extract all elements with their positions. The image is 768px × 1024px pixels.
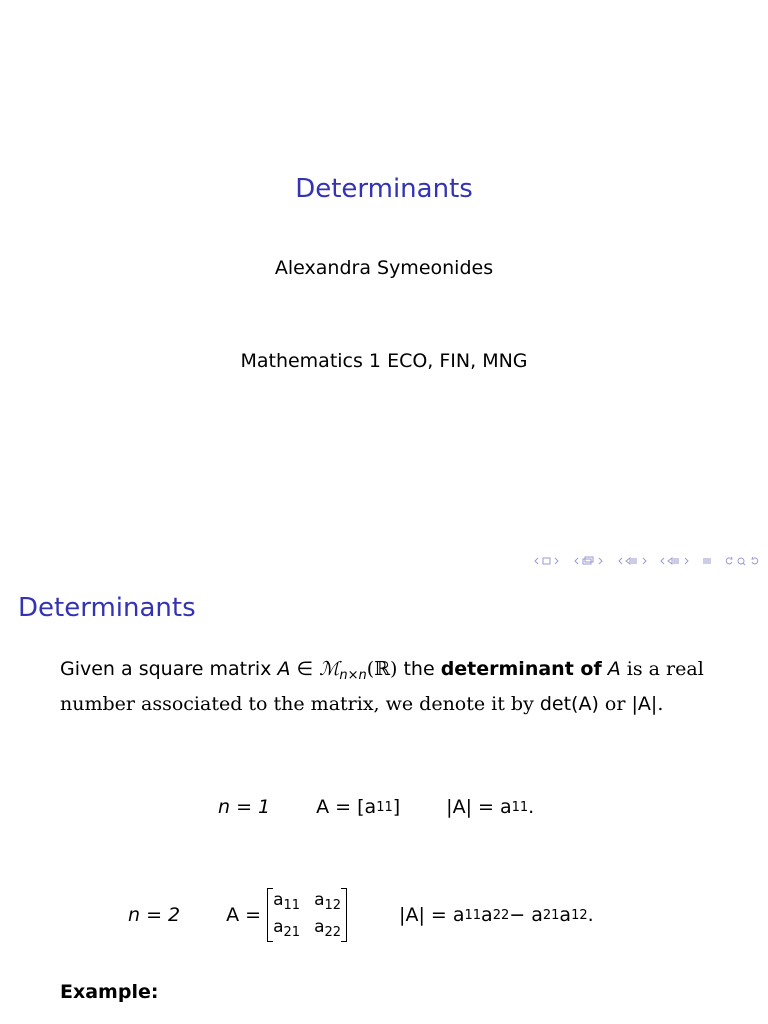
presentation-title: Determinants xyxy=(295,174,473,204)
author-name: Alexandra Symeonides xyxy=(274,257,494,279)
definition-paragraph: Given a square matrix A ∈ ℳ$_{n\times n}$(ℝ) the determinant of A is a real number associated to the matrix, we denote it by det(A) or |A|. xyxy=(60,658,704,715)
nav-subsection-icon[interactable] xyxy=(618,556,648,566)
matrix-cell: $a_{12}$ xyxy=(314,890,342,913)
equation-n2: n = 2 A = $a_{11}$ $a_{12}$ $a_{21}$ $a_{22}$ |A| = a 11 a 22 − a 21 a 12 . xyxy=(128,890,594,940)
nav-align-icon[interactable] xyxy=(702,556,712,566)
frame-title: Determinants xyxy=(18,593,196,623)
determinant-term: determinant of xyxy=(440,658,602,680)
course-name: Mathematics 1 ECO, FIN, MNG xyxy=(240,350,528,372)
matrix-cell: $a_{21}$ xyxy=(273,917,301,940)
nav-section-icon[interactable] xyxy=(660,556,690,566)
equation-n1: n = 1 A = [a 11 ] |A| = a 11 . xyxy=(218,796,535,818)
nav-search-icon[interactable] xyxy=(724,556,760,566)
matrix-cell: $a_{22}$ xyxy=(314,917,342,940)
nav-frame-icon[interactable] xyxy=(574,556,606,566)
nav-first-icon[interactable] xyxy=(534,556,562,566)
beamer-navigation-bar xyxy=(534,556,760,566)
matrix-2x2 xyxy=(267,888,347,942)
matrix-cell: $a_{11}$ xyxy=(273,890,301,913)
example-heading: Example: xyxy=(60,981,159,1003)
